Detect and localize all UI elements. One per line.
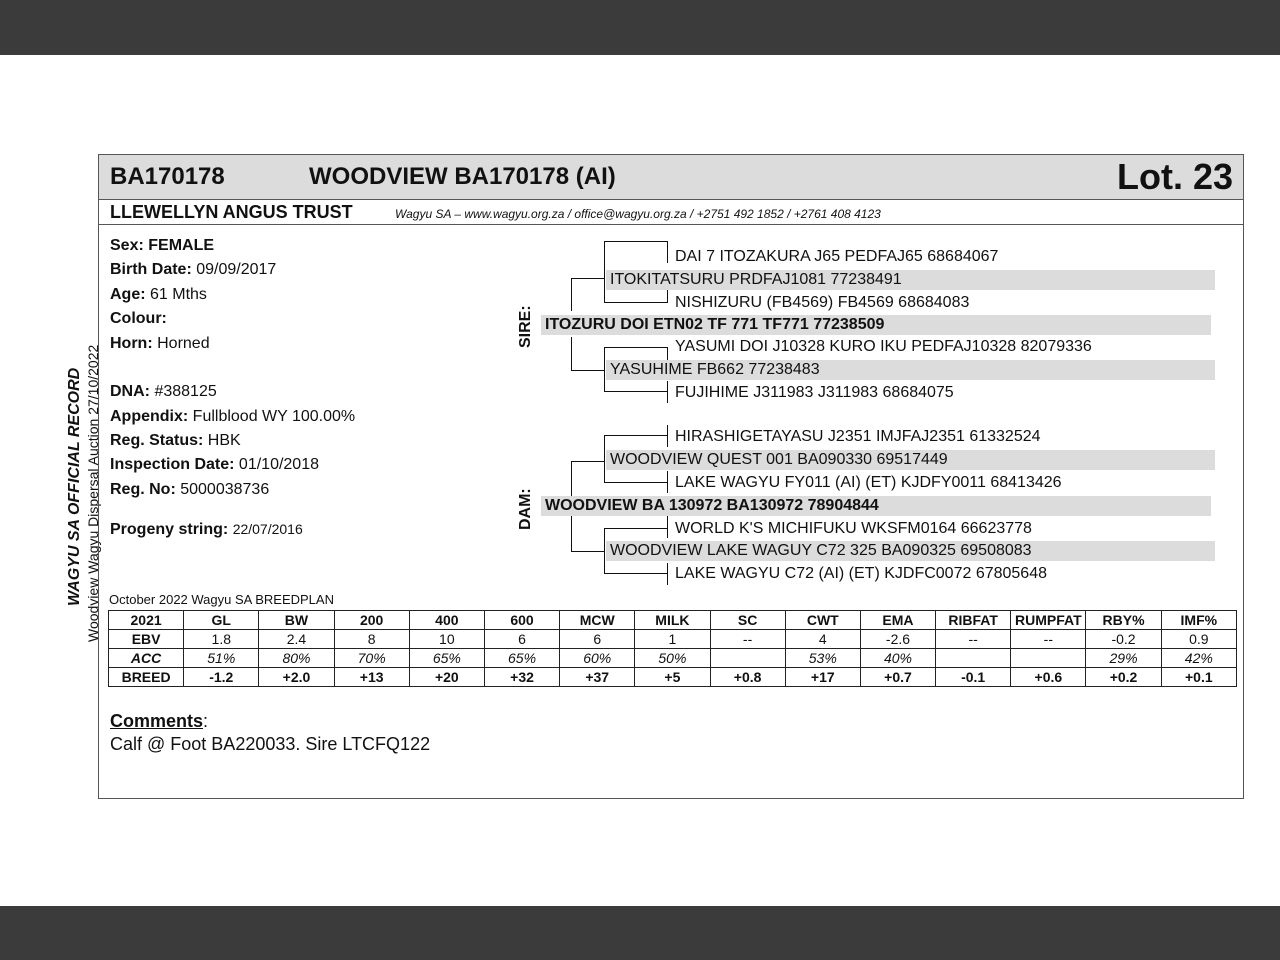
pedigree-sire-dam-sire: YASUMI DOI J10328 KURO IKU PEDFAJ10328 82079336: [675, 338, 1092, 355]
breedplan-header-cell: RIBFAT: [936, 611, 1011, 630]
appendix-value: Fullblood WY 100.00%: [192, 408, 356, 425]
animal-name: WOODVIEW BA170178 (AI): [309, 163, 616, 190]
pedigree-dam-dam-dam: LAKE WAGYU C72 (AI) (ET) KJDFC0072 67805648: [675, 565, 1047, 582]
breedplan-header-cell: 2021: [109, 611, 184, 630]
sex-label: Sex:: [110, 237, 144, 254]
dam-label: DAM:: [517, 488, 534, 530]
age-value: 61 Mths: [150, 286, 207, 303]
breedplan-cell: [710, 649, 785, 668]
breedplan-row: [109, 630, 1237, 649]
breedplan-cell: -1.2: [184, 668, 259, 687]
breedplan-cell: +32: [484, 668, 559, 687]
breedplan-cell: 1: [635, 630, 710, 649]
breedplan-row: [109, 668, 1237, 687]
breedplan-cell: 65%: [409, 649, 484, 668]
record-card: [98, 154, 1244, 799]
breedplan-header-cell: RUMPFAT: [1011, 611, 1086, 630]
breedplan-cell: 80%: [259, 649, 334, 668]
pedigree-sire-dam: YASUHIME FB662 77238483: [606, 360, 1215, 380]
breedplan-cell: -0.2: [1086, 630, 1161, 649]
horn-value: Horned: [157, 335, 210, 352]
breedplan-cell: +2.0: [259, 668, 334, 687]
breedplan-cell: 60%: [560, 649, 635, 668]
progeny-label: Progeny string:: [110, 521, 229, 538]
pedigree-sire-dam-dam: FUJIHIME J311983 J311983 68684075: [675, 384, 954, 401]
pedigree-dam-sire-sire: HIRASHIGETAYASU J2351 IMJFAJ2351 61332524: [675, 428, 1041, 445]
breedplan-cell: +5: [635, 668, 710, 687]
breedplan-cell: 51%: [184, 649, 259, 668]
comments-heading: Comments:: [110, 711, 209, 731]
comments-heading-text: Comments: [110, 711, 204, 731]
breedplan-row: [109, 649, 1237, 668]
breedplan-table: [108, 610, 1237, 687]
breedplan-row-label: BREED: [109, 668, 184, 687]
pedigree-tree: [99, 155, 1243, 798]
pedigree-sire-sire-sire: DAI 7 ITOZAKURA J65 PEDFAJ65 68684067: [675, 248, 999, 265]
breedplan-cell: +0.7: [860, 668, 935, 687]
pedigree-sire-sire-dam: NISHIZURU (FB4569) FB4569 68684083: [675, 294, 970, 311]
official-record-label: WAGYU SA OFFICIAL RECORD: [66, 367, 83, 606]
breedplan-header-cell: CWT: [785, 611, 860, 630]
breeder-name: LLEWELLYN ANGUS TRUST: [110, 202, 353, 222]
bottom-letterbox-bar: [0, 906, 1280, 960]
pedigree-dam-dam: WOODVIEW LAKE WAGUY C72 325 BA090325 69508083: [606, 541, 1215, 561]
breedplan-cell: 1.8: [184, 630, 259, 649]
breedplan-body: [109, 630, 1237, 687]
pedigree-dam-dam-sire: WORLD K'S MICHIFUKU WKSFM0164 66623778: [675, 520, 1032, 537]
breedplan-cell: +37: [560, 668, 635, 687]
breedplan-cell: 6: [560, 630, 635, 649]
inspection-label: Inspection Date:: [110, 456, 235, 473]
reg-no-label: Reg. No:: [110, 481, 176, 498]
comments-text: Calf @ Foot BA220033. Sire LTCFQ122: [110, 734, 431, 754]
breedplan-cell: [1011, 649, 1086, 668]
animal-id: BA170178: [110, 163, 225, 190]
pedigree-sire-sire: ITOKITATSURU PRDFAJ1081 77238491: [606, 270, 1215, 290]
horn-label: Horn:: [110, 335, 153, 352]
breedplan-cell: [936, 649, 1011, 668]
breedplan-cell: --: [1011, 630, 1086, 649]
breedplan-cell: -0.1: [936, 668, 1011, 687]
colour-label: Colour:: [110, 310, 167, 327]
breedplan-cell: 50%: [635, 649, 710, 668]
inspection-value: 01/10/2018: [238, 456, 319, 473]
breedplan-cell: +0.1: [1161, 668, 1236, 687]
progeny-value: 22/07/2016: [232, 521, 303, 537]
breedplan-header-cell: 400: [409, 611, 484, 630]
breedplan-cell: -2.6: [860, 630, 935, 649]
pedigree-dam-sire-dam: LAKE WAGYU FY011 (AI) (ET) KJDFY0011 68413426: [675, 474, 1062, 491]
pedigree-sire: ITOZURU DOI ETN02 TF 771 TF771 77238509: [541, 315, 1211, 335]
breedplan-cell: 53%: [785, 649, 860, 668]
breedplan-header-cell: IMF%: [1161, 611, 1236, 630]
birth-label: Birth Date:: [110, 261, 192, 278]
lot-number: Lot. 23: [1116, 156, 1233, 197]
breedplan-cell: +17: [785, 668, 860, 687]
dna-value: #388125: [154, 383, 217, 400]
breedplan-header-cell: MILK: [635, 611, 710, 630]
breedplan-cell: 0.9: [1161, 630, 1236, 649]
pedigree-dam-sire: WOODVIEW QUEST 001 BA090330 69517449: [606, 450, 1215, 470]
breedplan-cell: 42%: [1161, 649, 1236, 668]
auction-label: Woodview Wagyu Dispersal Auction 27/10/2022: [85, 344, 101, 642]
breedplan-cell: 8: [334, 630, 409, 649]
breedplan-cell: --: [710, 630, 785, 649]
breedplan-cell: 29%: [1086, 649, 1161, 668]
breedplan-header-cell: SC: [710, 611, 785, 630]
breedplan-cell: 70%: [334, 649, 409, 668]
dna-label: DNA:: [110, 383, 150, 400]
breedplan-cell: 40%: [860, 649, 935, 668]
breedplan-cell: +13: [334, 668, 409, 687]
breedplan-cell: --: [936, 630, 1011, 649]
breedplan-cell: 10: [409, 630, 484, 649]
breedplan-header-cell: GL: [184, 611, 259, 630]
breedplan-cell: 65%: [484, 649, 559, 668]
reg-status-label: Reg. Status:: [110, 432, 204, 449]
breedplan-cell: +0.2: [1086, 668, 1161, 687]
breedplan-cell: +0.6: [1011, 668, 1086, 687]
breedplan-header-cell: RBY%: [1086, 611, 1161, 630]
breedplan-header-cell: BW: [259, 611, 334, 630]
breedplan-header-cell: 600: [484, 611, 559, 630]
reg-status-value: HBK: [207, 432, 241, 449]
breedplan-cell: +20: [409, 668, 484, 687]
appendix-label: Appendix:: [110, 408, 189, 425]
breedplan-title: October 2022 Wagyu SA BREEDPLAN: [109, 592, 334, 607]
breedplan-header-row: [109, 611, 1237, 630]
breedplan-row-label: ACC: [109, 649, 184, 668]
age-label: Age:: [110, 286, 146, 303]
contact-info: Wagyu SA – www.wagyu.org.za / office@wagyu.org.za / +2751 492 1852 / +2761 408 4123: [395, 207, 881, 221]
breedplan-cell: 4: [785, 630, 860, 649]
sire-label: SIRE:: [517, 305, 534, 348]
breedplan-header-cell: 200: [334, 611, 409, 630]
breedplan-row-label: EBV: [109, 630, 184, 649]
top-letterbox-bar: [0, 0, 1280, 55]
reg-no-value: 5000038736: [180, 481, 270, 498]
birth-value: 09/09/2017: [196, 261, 277, 278]
breedplan-cell: 6: [484, 630, 559, 649]
sex-value: FEMALE: [148, 237, 215, 254]
breedplan-cell: +0.8: [710, 668, 785, 687]
pedigree-dam: WOODVIEW BA 130972 BA130972 78904844: [541, 496, 1211, 516]
breedplan-cell: 2.4: [259, 630, 334, 649]
breedplan-header-cell: MCW: [560, 611, 635, 630]
breedplan-header-cell: EMA: [860, 611, 935, 630]
